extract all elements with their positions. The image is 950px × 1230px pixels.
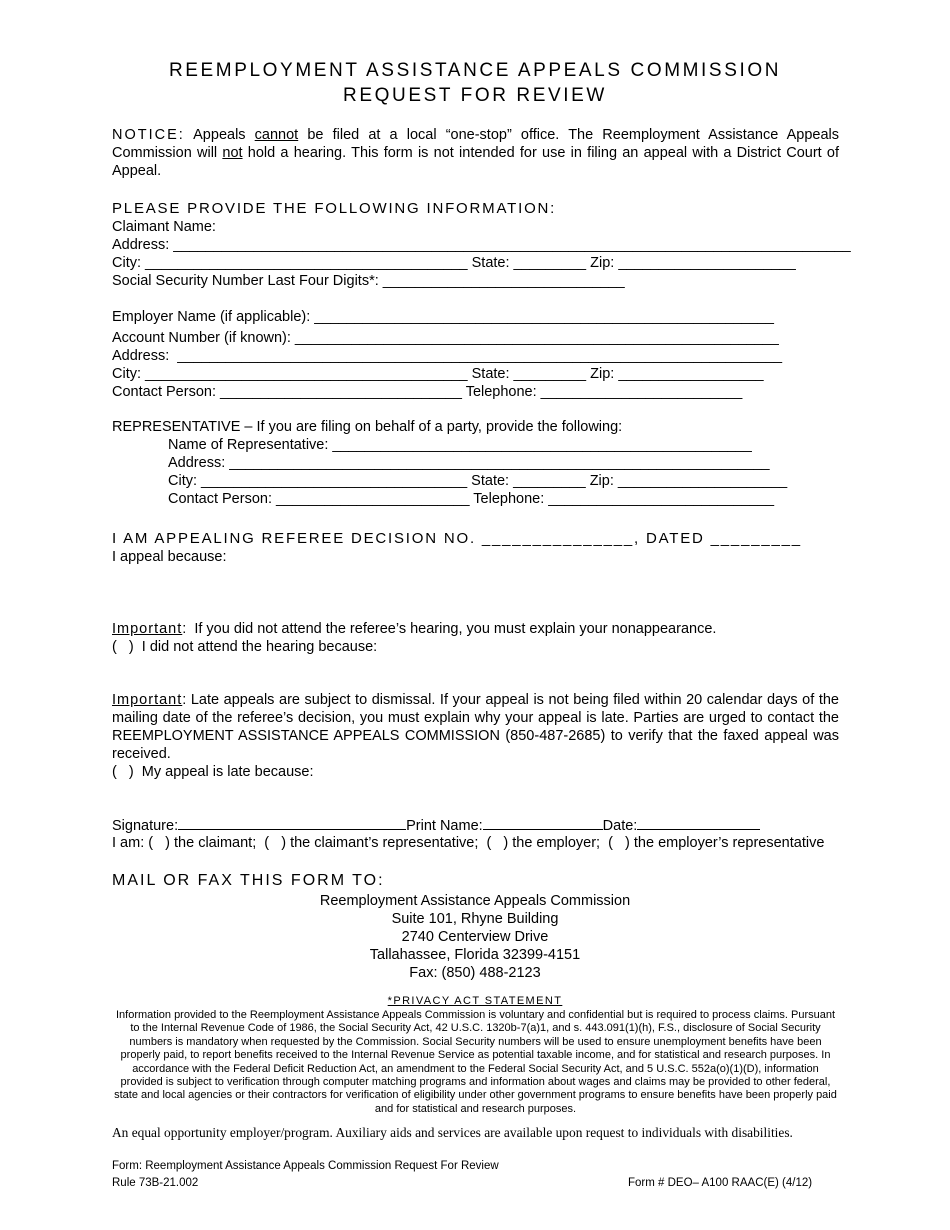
employer-city-field[interactable]: City: ________________________________________ State: _________ Zip: __________________ xyxy=(112,366,764,382)
footer-form-name: Form: Reemployment Assistance Appeals Commission Request For Review xyxy=(112,1160,499,1172)
important-late-appeals: Important: Late appeals are subject to dismissal. If your appeal is not being filed within 20 calendar days of the mailing date of the referee’s decision, you must explain why your appeal is late. Parties are urged to contact the REEMPLOYMENT ASSISTANCE APPEALS COMMISSION (850-487-2685) to verify that the faxed appeal was received. xyxy=(112,692,839,762)
signature-label: Signature: xyxy=(112,818,179,834)
mail-address-line-2: Suite 101, Rhyne Building xyxy=(391,911,559,927)
decision-heading[interactable]: I AM APPEALING REFEREE DECISION NO. _______________, DATED _________ xyxy=(112,530,802,547)
info-heading: PLEASE PROVIDE THE FOLLOWING INFORMATION: xyxy=(112,200,557,217)
form-subtitle: REQUEST FOR REVIEW xyxy=(343,85,607,106)
claimant-address-field[interactable]: Address: ____________________________________________________________________________________ xyxy=(112,237,851,253)
appeal-because-label[interactable]: I appeal because: xyxy=(112,549,227,565)
nonattendance-checkbox-line[interactable]: ( ) I did not attend the hearing because: xyxy=(112,639,378,655)
employer-address-field[interactable]: Address: ___________________________________________________________________________ xyxy=(112,348,783,364)
date-label: Date: xyxy=(602,818,638,834)
notice-paragraph: NOTICE: Appeals cannot be filed at a local “one-stop” office. The Reemployment Assistance Appeals Commission will not hold a hearing. This form is not intended for use in filing an appeal with a District Court of Appeal. xyxy=(112,127,839,179)
claimant-city-field[interactable]: City: ________________________________________ State: _________ Zip: ______________________ xyxy=(112,255,796,271)
privacy-statement: Information provided to the Reemployment Assistance Appeals Commission is voluntary and confidential but is required to process claims. Pursuant to the Internal Revenue Code of 1986, the Social Security Act, 42 U.S.C. 1320b-7(a)1, and s. 443.091(1)(h), F.S., disclosure of Social Security numbers is mandatory when requested by the Commission. Social Security numbers will be used to ensure unemployment benefits have been properly paid, to report benefits received to the Internal Revenue Service as potential taxable income, and for statistical and research purposes. In accordance with the Federal Deficit Reduction Act, an amendment to the Federal Social Security Act, and 5 U.S.C. 552a(o)(1)(D), information provided is subject to verification through computer matching programs and information about wages and claims may be provided to other federal, state and local agencies or their contractors for verification of eligibility under other government programs to ensure benefits have been properly paid and for statistical and research purposes. xyxy=(114,1009,837,1115)
representative-city-field[interactable]: City: _________________________________ State: _________ Zip: _____________________ xyxy=(168,473,788,489)
date-field[interactable] xyxy=(637,816,760,830)
employer-contact-field[interactable]: Contact Person: ______________________________ Telephone: _________________________ xyxy=(112,384,743,400)
eeo-statement: An equal opportunity employer/program. Auxiliary aids and services are available upon request to individuals with disabilities. xyxy=(112,1125,793,1140)
representative-address-field[interactable]: Address: ___________________________________________________________________ xyxy=(168,455,770,471)
representative-intro: REPRESENTATIVE – If you are filing on behalf of a party, provide the following: xyxy=(112,419,623,435)
claimant-name-field[interactable]: Claimant Name: xyxy=(112,219,216,235)
signature-field[interactable] xyxy=(178,816,406,830)
representative-name-field[interactable]: Name of Representative: ____________________________________________________ xyxy=(168,437,752,453)
employer-name-field[interactable]: Employer Name (if applicable): _________________________________________________________ xyxy=(112,309,774,325)
claimant-ssn-field[interactable]: Social Security Number Last Four Digits*: ______________________________ xyxy=(112,273,625,289)
representative-contact-field[interactable]: Contact Person: ________________________ Telephone: ____________________________ xyxy=(168,491,775,507)
mail-address-line-3: 2740 Centerview Drive xyxy=(401,929,549,945)
notice-label: NOTICE: xyxy=(112,127,185,143)
employer-account-field[interactable]: Account Number (if known): ____________________________________________________________ xyxy=(112,330,779,346)
late-appeal-checkbox-line[interactable]: ( ) My appeal is late because: xyxy=(112,764,314,780)
footer-rule: Rule 73B-21.002 xyxy=(112,1177,199,1189)
mail-address-line-4: Tallahassee, Florida 32399-4151 xyxy=(369,947,581,963)
mail-address-line-1: Reemployment Assistance Appeals Commission xyxy=(319,893,631,909)
privacy-heading: *PRIVACY ACT STATEMENT xyxy=(387,995,563,1007)
form-title: REEMPLOYMENT ASSISTANCE APPEALS COMMISSION xyxy=(168,60,782,81)
print-name-label: Print Name: xyxy=(406,818,483,834)
print-name-field[interactable] xyxy=(483,816,603,830)
mail-fax-line: Fax: (850) 488-2123 xyxy=(409,965,541,981)
footer-form-number: Form # DEO– A100 RAAC(E) (4/12) xyxy=(628,1177,813,1189)
mail-heading: MAIL OR FAX THIS FORM TO: xyxy=(112,872,385,889)
signature-line[interactable] xyxy=(112,816,760,835)
party-role-options[interactable]: I am: ( ) the claimant; ( ) the claimant’s representative; ( ) the employer; ( ) the employer’s representative xyxy=(112,835,825,851)
important-nonappearance: Important: If you did not attend the referee’s hearing, you must explain your nonappearance. xyxy=(112,621,717,637)
